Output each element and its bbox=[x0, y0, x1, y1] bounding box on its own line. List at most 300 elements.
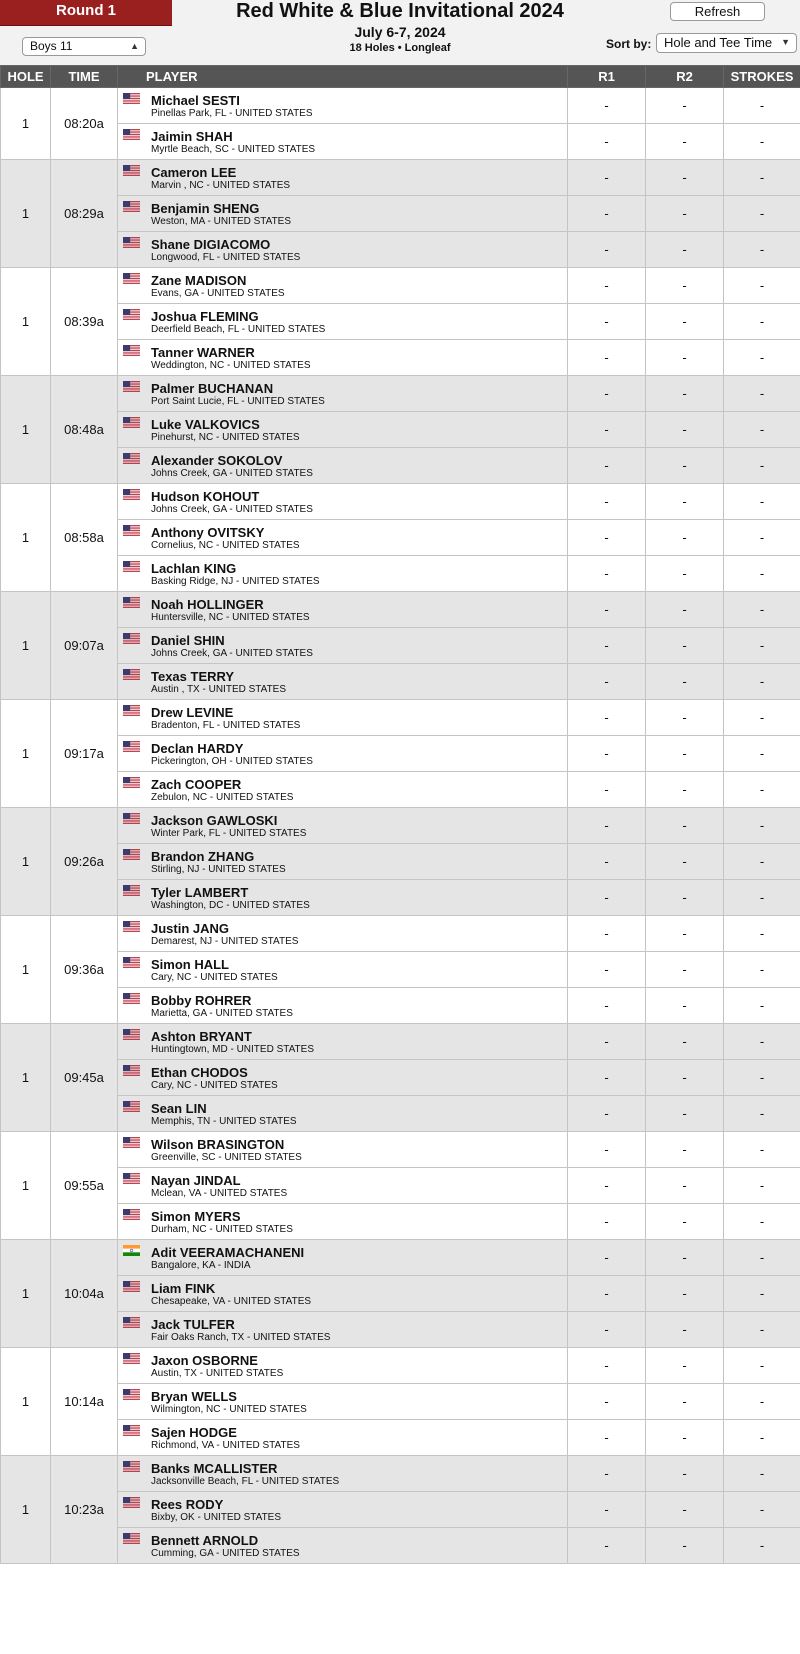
r1-score: - bbox=[568, 628, 646, 664]
player-cell bbox=[118, 1168, 568, 1204]
us-flag-icon bbox=[123, 164, 140, 175]
table-row bbox=[1, 1060, 800, 1096]
player-location: Durham, NC - UNITED STATES bbox=[151, 1224, 293, 1235]
tee-time-cell: 10:04a bbox=[51, 1240, 118, 1348]
table-row bbox=[1, 1276, 800, 1312]
r1-score: - bbox=[568, 1096, 646, 1132]
player-location: Pickerington, OH - UNITED STATES bbox=[151, 756, 313, 767]
table-row bbox=[1, 736, 800, 772]
player-name[interactable]: Texas TERRY bbox=[151, 669, 235, 684]
r1-score: - bbox=[568, 772, 646, 808]
r2-score: - bbox=[646, 772, 724, 808]
hole-cell: 1 bbox=[1, 484, 51, 592]
r1-score: - bbox=[568, 232, 646, 268]
player-location: Weddington, NC - UNITED STATES bbox=[151, 360, 311, 371]
r1-score: - bbox=[568, 88, 646, 124]
us-flag-icon bbox=[123, 416, 140, 427]
column-header-r1[interactable]: R1 bbox=[568, 66, 646, 88]
us-flag-icon bbox=[123, 1208, 140, 1219]
player-cell bbox=[118, 880, 568, 916]
player-cell bbox=[118, 772, 568, 808]
r2-score: - bbox=[646, 1132, 724, 1168]
r2-score: - bbox=[646, 1312, 724, 1348]
player-location: Fair Oaks Ranch, TX - UNITED STATES bbox=[151, 1332, 331, 1343]
player-name[interactable]: Simon HALL bbox=[151, 957, 229, 972]
player-cell bbox=[118, 664, 568, 700]
r1-score: - bbox=[568, 268, 646, 304]
strokes-total: - bbox=[724, 304, 800, 340]
tee-time-cell: 09:45a bbox=[51, 1024, 118, 1132]
r1-score: - bbox=[568, 700, 646, 736]
table-row bbox=[1, 376, 800, 412]
player-name[interactable]: Sean LIN bbox=[151, 1101, 207, 1116]
strokes-total: - bbox=[724, 592, 800, 628]
table-row bbox=[1, 880, 800, 916]
strokes-total: - bbox=[724, 232, 800, 268]
tee-time-cell: 09:17a bbox=[51, 700, 118, 808]
us-flag-icon bbox=[123, 884, 140, 895]
player-name[interactable]: Adit VEERAMACHANENI bbox=[151, 1245, 305, 1260]
strokes-total: - bbox=[724, 1132, 800, 1168]
player-name[interactable]: Tanner WARNER bbox=[151, 345, 255, 360]
table-row bbox=[1, 1096, 800, 1132]
r1-score: - bbox=[568, 808, 646, 844]
strokes-total: - bbox=[724, 1348, 800, 1384]
player-cell bbox=[118, 1312, 568, 1348]
r2-score: - bbox=[646, 1420, 724, 1456]
r1-score: - bbox=[568, 484, 646, 520]
player-location: Johns Creek, GA - UNITED STATES bbox=[151, 648, 313, 659]
strokes-total: - bbox=[724, 1528, 800, 1564]
us-flag-icon bbox=[123, 1172, 140, 1183]
player-name[interactable]: Anthony OVITSKY bbox=[151, 525, 265, 540]
strokes-total: - bbox=[724, 628, 800, 664]
tee-times-table bbox=[0, 65, 800, 1564]
table-row bbox=[1, 700, 800, 736]
player-cell bbox=[118, 628, 568, 664]
us-flag-icon bbox=[123, 236, 140, 247]
player-name[interactable]: Sajen HODGE bbox=[151, 1425, 237, 1440]
table-row bbox=[1, 556, 800, 592]
player-name[interactable]: Daniel SHIN bbox=[151, 633, 225, 648]
player-name[interactable]: Drew LEVINE bbox=[151, 705, 234, 720]
strokes-total: - bbox=[724, 124, 800, 160]
player-location: Richmond, VA - UNITED STATES bbox=[151, 1440, 300, 1451]
player-name[interactable]: Michael SESTI bbox=[151, 93, 240, 108]
hole-cell: 1 bbox=[1, 268, 51, 376]
player-name[interactable]: Brandon ZHANG bbox=[151, 849, 255, 864]
player-location: Cary, NC - UNITED STATES bbox=[151, 1080, 278, 1091]
player-name[interactable]: Cameron LEE bbox=[151, 165, 237, 180]
course-info: 18 Holes • Longleaf bbox=[349, 42, 451, 54]
r2-score: - bbox=[646, 232, 724, 268]
table-row bbox=[1, 1384, 800, 1420]
strokes-total: - bbox=[724, 1456, 800, 1492]
hole-cell: 1 bbox=[1, 592, 51, 700]
r1-score: - bbox=[568, 1312, 646, 1348]
strokes-total: - bbox=[724, 952, 800, 988]
us-flag-icon bbox=[123, 452, 140, 463]
tournament-title: Red White & Blue Invitational 2024 bbox=[236, 0, 564, 22]
r2-score: - bbox=[646, 736, 724, 772]
player-name[interactable]: Simon MYERS bbox=[151, 1209, 241, 1224]
player-location: Cary, NC - UNITED STATES bbox=[151, 972, 278, 983]
table-row bbox=[1, 1240, 800, 1276]
strokes-total: - bbox=[724, 1420, 800, 1456]
r2-score: - bbox=[646, 340, 724, 376]
strokes-total: - bbox=[724, 988, 800, 1024]
player-name[interactable]: Shane DIGIACOMO bbox=[151, 237, 271, 252]
r1-score: - bbox=[568, 1492, 646, 1528]
strokes-total: - bbox=[724, 520, 800, 556]
player-cell bbox=[118, 88, 568, 124]
hole-cell: 1 bbox=[1, 160, 51, 268]
division-select-value: Boys 11 bbox=[30, 39, 73, 53]
r1-score: - bbox=[568, 304, 646, 340]
us-flag-icon bbox=[123, 272, 140, 283]
column-header-r2[interactable]: R2 bbox=[646, 66, 724, 88]
page-header bbox=[0, 0, 800, 65]
player-cell bbox=[118, 1420, 568, 1456]
player-name[interactable]: Banks MCALLISTER bbox=[151, 1461, 278, 1476]
hole-cell: 1 bbox=[1, 1024, 51, 1132]
r2-score: - bbox=[646, 988, 724, 1024]
player-cell bbox=[118, 304, 568, 340]
r1-score: - bbox=[568, 1060, 646, 1096]
strokes-total: - bbox=[724, 664, 800, 700]
r1-score: - bbox=[568, 916, 646, 952]
player-location: Jacksonville Beach, FL - UNITED STATES bbox=[151, 1476, 340, 1487]
player-name[interactable]: Jack TULFER bbox=[151, 1317, 235, 1332]
player-cell bbox=[118, 916, 568, 952]
r1-score: - bbox=[568, 1132, 646, 1168]
r1-score: - bbox=[568, 1204, 646, 1240]
player-location: Evans, GA - UNITED STATES bbox=[151, 288, 285, 299]
refresh-button[interactable]: Refresh bbox=[670, 2, 765, 21]
strokes-total: - bbox=[724, 1168, 800, 1204]
table-row bbox=[1, 1132, 800, 1168]
player-cell bbox=[118, 484, 568, 520]
player-cell bbox=[118, 160, 568, 196]
r1-score: - bbox=[568, 340, 646, 376]
player-location: Bangalore, KA - INDIA bbox=[151, 1260, 251, 1271]
strokes-total: - bbox=[724, 556, 800, 592]
r2-score: - bbox=[646, 1492, 724, 1528]
us-flag-icon bbox=[123, 1532, 140, 1543]
us-flag-icon bbox=[123, 1280, 140, 1291]
table-row bbox=[1, 124, 800, 160]
us-flag-icon bbox=[123, 344, 140, 355]
us-flag-icon bbox=[123, 848, 140, 859]
r1-score: - bbox=[568, 124, 646, 160]
player-cell bbox=[118, 340, 568, 376]
r1-score: - bbox=[568, 1168, 646, 1204]
player-location: Bradenton, FL - UNITED STATES bbox=[151, 720, 301, 731]
player-name[interactable]: Ethan CHODOS bbox=[151, 1065, 248, 1080]
table-row bbox=[1, 1528, 800, 1564]
strokes-total: - bbox=[724, 484, 800, 520]
table-row bbox=[1, 196, 800, 232]
player-location: Johns Creek, GA - UNITED STATES bbox=[151, 504, 313, 515]
table-row bbox=[1, 772, 800, 808]
strokes-total: - bbox=[724, 880, 800, 916]
column-header-strokes[interactable]: STROKES bbox=[724, 66, 800, 88]
player-cell bbox=[118, 412, 568, 448]
us-flag-icon bbox=[123, 812, 140, 823]
r1-score: - bbox=[568, 376, 646, 412]
table-row bbox=[1, 1348, 800, 1384]
table-row bbox=[1, 628, 800, 664]
r1-score: - bbox=[568, 1528, 646, 1564]
player-location: Chesapeake, VA - UNITED STATES bbox=[151, 1296, 312, 1307]
r1-score: - bbox=[568, 880, 646, 916]
strokes-total: - bbox=[724, 844, 800, 880]
table-row bbox=[1, 1204, 800, 1240]
us-flag-icon bbox=[123, 920, 140, 931]
player-name[interactable]: Ashton BRYANT bbox=[151, 1029, 252, 1044]
player-location: Weston, MA - UNITED STATES bbox=[151, 216, 292, 227]
us-flag-icon bbox=[123, 1316, 140, 1327]
r2-score: - bbox=[646, 1348, 724, 1384]
player-location: Longwood, FL - UNITED STATES bbox=[151, 252, 301, 263]
player-name[interactable]: Alexander SOKOLOV bbox=[151, 453, 283, 468]
division-select[interactable] bbox=[22, 37, 146, 56]
player-cell bbox=[118, 808, 568, 844]
r2-score: - bbox=[646, 1168, 724, 1204]
table-row bbox=[1, 412, 800, 448]
hole-cell: 1 bbox=[1, 700, 51, 808]
tee-time-cell: 09:26a bbox=[51, 808, 118, 916]
player-name[interactable]: Benjamin SHENG bbox=[151, 201, 260, 216]
r1-score: - bbox=[568, 160, 646, 196]
strokes-total: - bbox=[724, 196, 800, 232]
player-name[interactable]: Noah HOLLINGER bbox=[151, 597, 264, 612]
table-row bbox=[1, 484, 800, 520]
strokes-total: - bbox=[724, 700, 800, 736]
player-location: Demarest, NJ - UNITED STATES bbox=[151, 936, 299, 947]
r1-score: - bbox=[568, 520, 646, 556]
player-name[interactable]: Palmer BUCHANAN bbox=[151, 381, 274, 396]
player-cell bbox=[118, 736, 568, 772]
us-flag-icon bbox=[123, 1100, 140, 1111]
player-name[interactable]: Rees RODY bbox=[151, 1497, 224, 1512]
strokes-total: - bbox=[724, 736, 800, 772]
tee-time-cell: 08:20a bbox=[51, 88, 118, 160]
us-flag-icon bbox=[123, 524, 140, 535]
column-header-player[interactable]: PLAYER bbox=[118, 66, 568, 88]
r2-score: - bbox=[646, 592, 724, 628]
player-cell bbox=[118, 1348, 568, 1384]
player-name[interactable]: Bobby ROHRER bbox=[151, 993, 252, 1008]
us-flag-icon bbox=[123, 128, 140, 139]
player-cell bbox=[118, 376, 568, 412]
r1-score: - bbox=[568, 1024, 646, 1060]
table-row bbox=[1, 1420, 800, 1456]
us-flag-icon bbox=[123, 1460, 140, 1471]
tournament-dates: July 6-7, 2024 bbox=[354, 24, 446, 40]
player-location: Deerfield Beach, FL - UNITED STATES bbox=[151, 324, 326, 335]
us-flag-icon bbox=[123, 1424, 140, 1435]
r1-score: - bbox=[568, 1276, 646, 1312]
r1-score: - bbox=[568, 664, 646, 700]
r2-score: - bbox=[646, 1384, 724, 1420]
player-cell bbox=[118, 1456, 568, 1492]
us-flag-icon bbox=[123, 1028, 140, 1039]
r2-score: - bbox=[646, 1024, 724, 1060]
player-cell bbox=[118, 1528, 568, 1564]
player-name[interactable]: Joshua FLEMING bbox=[151, 309, 259, 324]
r2-score: - bbox=[646, 268, 724, 304]
player-cell bbox=[118, 1060, 568, 1096]
us-flag-icon bbox=[123, 380, 140, 391]
r2-score: - bbox=[646, 1060, 724, 1096]
sort-select[interactable] bbox=[656, 33, 797, 53]
table-row bbox=[1, 1024, 800, 1060]
us-flag-icon bbox=[123, 1136, 140, 1147]
strokes-total: - bbox=[724, 1060, 800, 1096]
player-name[interactable]: Declan HARDY bbox=[151, 741, 244, 756]
r2-score: - bbox=[646, 628, 724, 664]
tee-time-cell: 09:36a bbox=[51, 916, 118, 1024]
strokes-total: - bbox=[724, 1240, 800, 1276]
r1-score: - bbox=[568, 1384, 646, 1420]
player-name[interactable]: Zane MADISON bbox=[151, 273, 247, 288]
player-name[interactable]: Wilson BRASINGTON bbox=[151, 1137, 285, 1152]
tee-time-cell: 08:48a bbox=[51, 376, 118, 484]
player-cell bbox=[118, 592, 568, 628]
r1-score: - bbox=[568, 952, 646, 988]
r1-score: - bbox=[568, 592, 646, 628]
tee-time-cell: 09:55a bbox=[51, 1132, 118, 1240]
hole-cell: 1 bbox=[1, 1348, 51, 1456]
r2-score: - bbox=[646, 844, 724, 880]
us-flag-icon bbox=[123, 1064, 140, 1075]
player-cell bbox=[118, 988, 568, 1024]
table-row bbox=[1, 988, 800, 1024]
column-header-time[interactable]: TIME bbox=[51, 66, 118, 88]
us-flag-icon bbox=[123, 740, 140, 751]
hole-cell: 1 bbox=[1, 808, 51, 916]
r2-score: - bbox=[646, 160, 724, 196]
r1-score: - bbox=[568, 1348, 646, 1384]
player-location: Memphis, TN - UNITED STATES bbox=[151, 1116, 297, 1127]
us-flag-icon bbox=[123, 1352, 140, 1363]
player-name[interactable]: Jackson GAWLOSKI bbox=[151, 813, 278, 828]
player-cell bbox=[118, 1132, 568, 1168]
player-location: Greenville, SC - UNITED STATES bbox=[151, 1152, 302, 1163]
strokes-total: - bbox=[724, 808, 800, 844]
player-location: Wilmington, NC - UNITED STATES bbox=[151, 1404, 307, 1415]
strokes-total: - bbox=[724, 1096, 800, 1132]
r2-score: - bbox=[646, 304, 724, 340]
player-cell bbox=[118, 520, 568, 556]
player-name[interactable]: Lachlan KING bbox=[151, 561, 237, 576]
r1-score: - bbox=[568, 988, 646, 1024]
table-row bbox=[1, 88, 800, 124]
table-row bbox=[1, 448, 800, 484]
player-location: Austin , TX - UNITED STATES bbox=[151, 684, 287, 695]
player-location: Bixby, OK - UNITED STATES bbox=[151, 1512, 282, 1523]
tee-time-cell: 08:39a bbox=[51, 268, 118, 376]
r2-score: - bbox=[646, 448, 724, 484]
us-flag-icon bbox=[123, 992, 140, 1003]
us-flag-icon bbox=[123, 308, 140, 319]
player-cell bbox=[118, 124, 568, 160]
player-cell bbox=[118, 1276, 568, 1312]
r2-score: - bbox=[646, 1096, 724, 1132]
player-location: Port Saint Lucie, FL - UNITED STATES bbox=[151, 396, 325, 407]
player-cell bbox=[118, 700, 568, 736]
strokes-total: - bbox=[724, 1492, 800, 1528]
player-cell bbox=[118, 556, 568, 592]
us-flag-icon bbox=[123, 632, 140, 643]
hole-cell: 1 bbox=[1, 1456, 51, 1564]
player-location: Zebulon, NC - UNITED STATES bbox=[151, 792, 294, 803]
player-location: Washington, DC - UNITED STATES bbox=[151, 900, 310, 911]
sort-label: Sort by: bbox=[606, 37, 652, 51]
r2-score: - bbox=[646, 1276, 724, 1312]
strokes-total: - bbox=[724, 340, 800, 376]
player-name[interactable]: Jaxon OSBORNE bbox=[151, 1353, 258, 1368]
select-arrows-icon: ▲ bbox=[130, 41, 139, 51]
table-row bbox=[1, 1168, 800, 1204]
r2-score: - bbox=[646, 808, 724, 844]
player-name[interactable]: Nayan JINDAL bbox=[151, 1173, 241, 1188]
player-cell bbox=[118, 268, 568, 304]
r2-score: - bbox=[646, 700, 724, 736]
r2-score: - bbox=[646, 124, 724, 160]
tee-time-cell: 10:14a bbox=[51, 1348, 118, 1456]
column-header-hole[interactable]: HOLE bbox=[1, 66, 51, 88]
hole-cell: 1 bbox=[1, 88, 51, 160]
r2-score: - bbox=[646, 412, 724, 448]
player-location: Mclean, VA - UNITED STATES bbox=[151, 1188, 288, 1199]
r2-score: - bbox=[646, 88, 724, 124]
hole-cell: 1 bbox=[1, 916, 51, 1024]
player-name[interactable]: Bryan WELLS bbox=[151, 1389, 237, 1404]
player-name[interactable]: Liam FINK bbox=[151, 1281, 216, 1296]
table-row bbox=[1, 808, 800, 844]
player-cell bbox=[118, 196, 568, 232]
table-body bbox=[1, 88, 800, 1564]
table-row bbox=[1, 916, 800, 952]
player-name[interactable]: Luke VALKOVICS bbox=[151, 417, 260, 432]
table-row bbox=[1, 340, 800, 376]
player-name[interactable]: Justin JANG bbox=[151, 921, 230, 936]
player-location: Huntersville, NC - UNITED STATES bbox=[151, 612, 310, 623]
us-flag-icon bbox=[123, 596, 140, 607]
player-name[interactable]: Bennett ARNOLD bbox=[151, 1533, 259, 1548]
hole-cell: 1 bbox=[1, 1132, 51, 1240]
player-name[interactable]: Hudson KOHOUT bbox=[151, 489, 260, 504]
table-row bbox=[1, 952, 800, 988]
player-location: Stirling, NJ - UNITED STATES bbox=[151, 864, 286, 875]
round-tab[interactable]: Round 1 bbox=[0, 0, 172, 26]
table-row bbox=[1, 304, 800, 340]
player-name[interactable]: Zach COOPER bbox=[151, 777, 242, 792]
strokes-total: - bbox=[724, 772, 800, 808]
player-name[interactable]: Jaimin SHAH bbox=[151, 129, 233, 144]
r2-score: - bbox=[646, 520, 724, 556]
player-name[interactable]: Tyler LAMBERT bbox=[151, 885, 249, 900]
table-row bbox=[1, 844, 800, 880]
player-cell bbox=[118, 1240, 568, 1276]
player-location: Huntingtown, MD - UNITED STATES bbox=[151, 1044, 314, 1055]
strokes-total: - bbox=[724, 1276, 800, 1312]
strokes-total: - bbox=[724, 160, 800, 196]
r2-score: - bbox=[646, 880, 724, 916]
player-location: Marvin , NC - UNITED STATES bbox=[151, 180, 291, 191]
